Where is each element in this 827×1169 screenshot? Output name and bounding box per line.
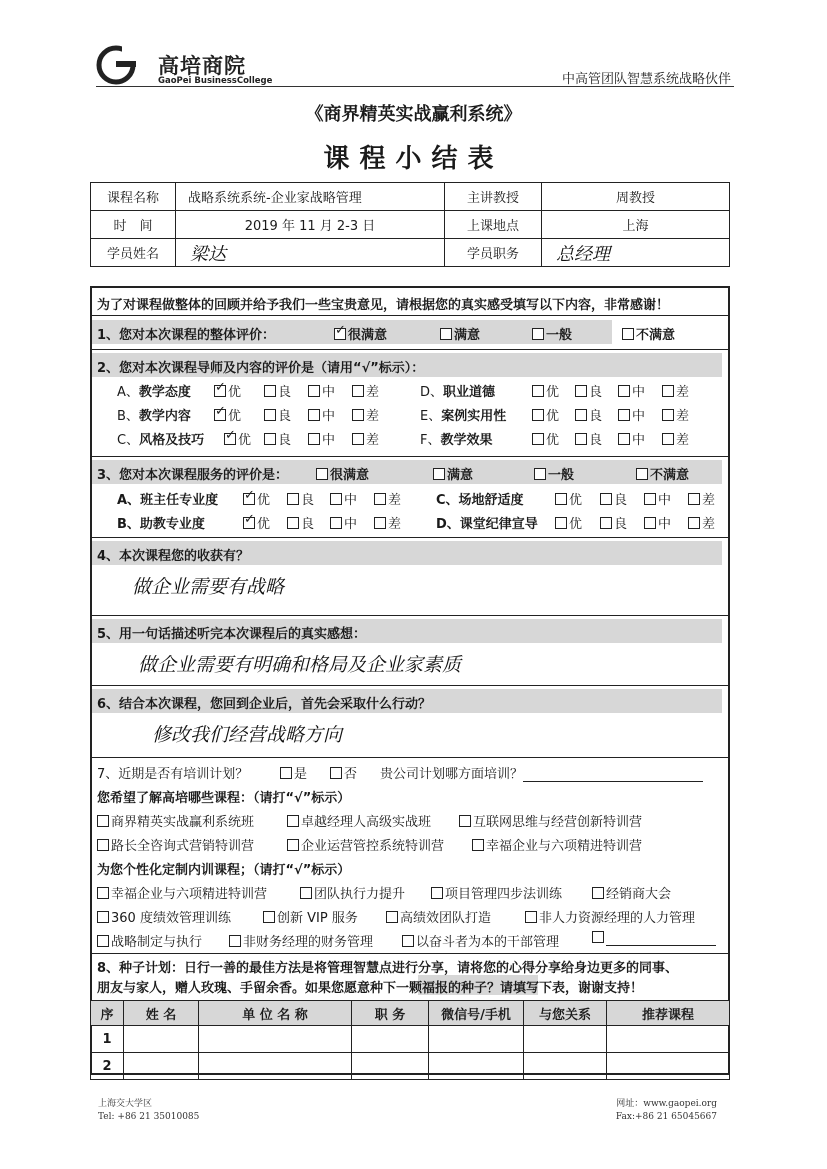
q4-label: 4、本次课程您的收获有？ — [97, 549, 250, 564]
cell-input[interactable] — [124, 1026, 199, 1053]
q2-letter: F、 — [420, 433, 441, 448]
q6-label: 6、结合本次课程，您回到企业后，首先会采取什么行动？ — [97, 697, 432, 712]
grade: 良 — [589, 433, 603, 448]
divider — [90, 537, 730, 538]
q2-f-good-checkbox[interactable] — [575, 433, 587, 445]
divider — [90, 615, 730, 616]
course-option: 卓越经理人高级实战班 — [301, 815, 432, 830]
course-checkbox[interactable] — [97, 839, 109, 851]
grade: 优 — [257, 493, 271, 508]
q1-label: 1、您对本次课程的整体评价： — [97, 328, 276, 343]
grade: 优 — [228, 385, 242, 400]
custom-option: 以奋斗者为本的干部管理 — [416, 935, 560, 950]
place-value: 上海 — [542, 211, 730, 239]
divider — [90, 757, 730, 758]
custom-checkbox[interactable] — [402, 935, 414, 947]
q8-line1: 8、种子计划：日行一善的最佳方法是将管理智慧点进行分享，请将您的心得分享给身边更多的同事、 — [97, 961, 679, 976]
footer-left — [98, 1098, 199, 1124]
footer-tel: Tel: +86 21 35010085 — [98, 1112, 200, 1122]
q3-option-label: 很满意 — [330, 468, 370, 483]
q2-a-excellent-checkbox[interactable] — [214, 385, 226, 397]
q2-c-good-checkbox[interactable] — [264, 433, 276, 445]
custom-other-input[interactable] — [606, 933, 716, 946]
q5-answer[interactable]: 做企业需要有明确和格局及企业家素质 — [138, 654, 462, 676]
q2-label: 2、您对本次课程导师及内容的评价是（请用“√”标示）： — [97, 361, 425, 376]
custom-other-checkbox[interactable] — [592, 931, 604, 943]
seed-table — [90, 1000, 730, 1080]
q3-c-excellent-checkbox[interactable] — [555, 493, 567, 505]
grade: 中 — [322, 433, 336, 448]
cell-input[interactable] — [607, 1026, 730, 1053]
form-title: 课程小结表 — [323, 144, 504, 174]
q7-yes-label: 是 — [294, 767, 308, 782]
grade: 优 — [546, 409, 560, 424]
q3-a-fair-checkbox[interactable] — [330, 493, 342, 505]
q2-letter: C、 — [117, 433, 140, 448]
q3-d-poor-checkbox[interactable] — [688, 517, 700, 529]
q1-unsatisfied-checkbox[interactable] — [622, 328, 634, 340]
q2-a-fair-checkbox[interactable] — [308, 385, 320, 397]
q2-f-poor-checkbox[interactable] — [662, 433, 674, 445]
grade: 差 — [388, 517, 402, 532]
time-label: 时 间 — [91, 211, 176, 239]
custom-option: 非财务经理的财务管理 — [243, 935, 374, 950]
q1-option-label: 很满意 — [348, 328, 388, 343]
custom-option: 高绩效团队打造 — [400, 911, 492, 926]
grade: 差 — [702, 517, 716, 532]
q3-letter: D、 — [436, 517, 460, 532]
custom-checkbox[interactable] — [431, 887, 443, 899]
grade: 优 — [569, 493, 583, 508]
q2-item-name: 职业道德 — [443, 385, 496, 400]
place-label: 上课地点 — [445, 211, 542, 239]
q2-c-poor-checkbox[interactable] — [352, 433, 364, 445]
cell-input[interactable] — [199, 1026, 352, 1053]
q7-plan-question: 贵公司计划哪方面培训？ — [380, 767, 524, 782]
position-label: 学员职务 — [445, 239, 542, 267]
grade: 良 — [278, 433, 292, 448]
table-row — [91, 1053, 730, 1080]
q3-c-poor-checkbox[interactable] — [688, 493, 700, 505]
q2-c-excellent-checkbox[interactable] — [224, 433, 236, 445]
q3-unsatisfied-checkbox[interactable] — [636, 468, 648, 480]
q2-f-fair-checkbox[interactable] — [618, 433, 630, 445]
q2-item-name: 教学态度 — [138, 385, 191, 400]
col-name: 姓 名 — [124, 1001, 199, 1026]
tagline: 中高管团队智慧系统战略伙伴 — [561, 72, 731, 87]
gaopei-logo-icon — [96, 45, 136, 85]
brand-name: 高培商院 — [158, 54, 246, 78]
lecturer-value: 周教授 — [542, 183, 730, 211]
custom-checkbox[interactable] — [97, 887, 109, 899]
q2-item-name: 案例实用性 — [441, 409, 507, 424]
grade: 差 — [676, 385, 690, 400]
row-number: 1 — [91, 1026, 124, 1053]
header-divider — [96, 86, 734, 87]
grade: 中 — [632, 385, 646, 400]
q3-letter: B、 — [117, 517, 140, 532]
q3-very-satisfied-checkbox[interactable] — [316, 468, 328, 480]
q7-yes-checkbox[interactable] — [280, 767, 292, 779]
cell-input[interactable] — [124, 1053, 199, 1080]
grade: 优 — [546, 433, 560, 448]
q2-letter: A、 — [117, 385, 139, 400]
divider — [90, 315, 730, 316]
q3-label: 3、您对本次课程服务的评价是： — [97, 468, 289, 483]
q3-b-good-checkbox[interactable] — [287, 517, 299, 529]
custom-option: 非人力资源经理的人力管理 — [539, 911, 696, 926]
grade: 优 — [569, 517, 583, 532]
q3-letter: C、 — [436, 493, 459, 508]
q2-b-good-checkbox[interactable] — [264, 409, 276, 421]
student-signature[interactable]: 梁达 — [190, 243, 226, 265]
q1-option-label: 满意 — [454, 328, 481, 343]
course-checkbox[interactable] — [287, 815, 299, 827]
grade: 良 — [614, 493, 628, 508]
grade: 差 — [676, 433, 690, 448]
course-label: 课程名称 — [91, 183, 176, 211]
q2-e-fair-checkbox[interactable] — [618, 409, 630, 421]
q2-b-poor-checkbox[interactable] — [352, 409, 364, 421]
grade: 中 — [632, 433, 646, 448]
q3-b-fair-checkbox[interactable] — [330, 517, 342, 529]
grade: 良 — [589, 409, 603, 424]
q3-option-label: 一般 — [548, 468, 575, 483]
divider — [90, 349, 730, 350]
q3-b-excellent-checkbox[interactable] — [243, 517, 255, 529]
q2-c-fair-checkbox[interactable] — [308, 433, 320, 445]
course-option: 幸福企业与六项精进特训营 — [486, 839, 643, 854]
grade: 中 — [658, 493, 672, 508]
custom-label: 为您个性化定制内训课程；（请打“√”标示） — [97, 863, 351, 878]
q3-item-name: 班主任专业度 — [140, 493, 219, 508]
col-recommend: 推荐课程 — [607, 1001, 730, 1026]
q2-e-poor-checkbox[interactable] — [662, 409, 674, 421]
q3-d-good-checkbox[interactable] — [600, 517, 612, 529]
course-checkbox[interactable] — [472, 839, 484, 851]
course-checkbox[interactable] — [459, 815, 471, 827]
col-title: 职 务 — [352, 1001, 429, 1026]
student-label: 学员姓名 — [91, 239, 176, 267]
q3-a-excellent-checkbox[interactable] — [243, 493, 255, 505]
q2-e-excellent-checkbox[interactable] — [532, 409, 544, 421]
q2-e-good-checkbox[interactable] — [575, 409, 587, 421]
footer-web[interactable]: 网址：www.gaopei.org — [616, 1099, 717, 1109]
divider — [90, 953, 730, 954]
custom-option: 战略制定与执行 — [111, 935, 203, 950]
grade: 中 — [344, 493, 358, 508]
q1-satisfied-checkbox[interactable] — [440, 328, 452, 340]
q2-letter: E、 — [420, 409, 442, 424]
q1-option-label: 一般 — [546, 328, 573, 343]
q2-d-excellent-checkbox[interactable] — [532, 385, 544, 397]
footer-right — [616, 1098, 717, 1124]
grade: 良 — [301, 493, 315, 508]
q3-option-label: 满意 — [447, 468, 474, 483]
grade: 优 — [257, 517, 271, 532]
q3-option-label: 不满意 — [650, 468, 690, 483]
table-row — [91, 1026, 730, 1053]
q2-d-good-checkbox[interactable] — [575, 385, 587, 397]
custom-option: 项目管理四步法训练 — [445, 887, 563, 902]
cell-input[interactable] — [352, 1053, 429, 1080]
q2-d-fair-checkbox[interactable] — [618, 385, 630, 397]
q2-a-poor-checkbox[interactable] — [352, 385, 364, 397]
q4-answer[interactable]: 做企业需要有战略 — [132, 576, 285, 598]
q3-average-checkbox[interactable] — [534, 468, 546, 480]
custom-option: 创新 VIP 服务 — [277, 911, 358, 926]
grade: 中 — [658, 517, 672, 532]
grade: 中 — [322, 409, 336, 424]
q1-very-satisfied-checkbox[interactable] — [334, 328, 346, 340]
divider — [90, 685, 730, 686]
q3-c-fair-checkbox[interactable] — [644, 493, 656, 505]
q7-label: 7、近期是否有培训计划？ — [97, 767, 249, 782]
custom-checkbox[interactable] — [229, 935, 241, 947]
footer-fax: Fax:+86 21 65045667 — [615, 1112, 717, 1122]
grade: 差 — [366, 409, 380, 424]
grade: 差 — [676, 409, 690, 424]
q3-b-poor-checkbox[interactable] — [374, 517, 386, 529]
q2-b-fair-checkbox[interactable] — [308, 409, 320, 421]
footer-address: 上海交大学区 — [98, 1099, 153, 1109]
q5-label: 5、用一句话描述听完本次课程后的真实感想： — [97, 627, 367, 642]
position-handwritten[interactable]: 总经理 — [556, 243, 610, 265]
custom-option: 幸福企业与六项精进特训营 — [111, 887, 268, 902]
grade: 中 — [344, 517, 358, 532]
grade: 良 — [278, 409, 292, 424]
q2-a-good-checkbox[interactable] — [264, 385, 276, 397]
custom-option: 团队执行力提升 — [314, 887, 406, 902]
q3-a-good-checkbox[interactable] — [287, 493, 299, 505]
brand-english: GaoPei BusinessCollege — [158, 76, 273, 86]
lecturer-label: 主讲教授 — [445, 183, 542, 211]
q3-c-good-checkbox[interactable] — [600, 493, 612, 505]
cell-input[interactable] — [429, 1026, 524, 1053]
custom-option: 360 度绩效管理训练 — [111, 911, 231, 926]
q1-option-label: 不满意 — [636, 328, 676, 343]
custom-checkbox[interactable] — [525, 911, 537, 923]
custom-checkbox[interactable] — [263, 911, 275, 923]
q3-letter: A、 — [117, 493, 141, 508]
q2-item-name: 教学内容 — [138, 409, 191, 424]
q2-b-excellent-checkbox[interactable] — [214, 409, 226, 421]
q2-letter: D、 — [420, 385, 444, 400]
col-no: 序 — [91, 1001, 124, 1026]
custom-checkbox[interactable] — [592, 887, 604, 899]
q2-item-name: 教学效果 — [440, 433, 493, 448]
q3-satisfied-checkbox[interactable] — [433, 468, 445, 480]
q3-d-excellent-checkbox[interactable] — [555, 517, 567, 529]
grade: 良 — [301, 517, 315, 532]
q6-answer[interactable]: 修改我们经营战略方向 — [152, 724, 343, 746]
q2-f-excellent-checkbox[interactable] — [532, 433, 544, 445]
course-option: 商界精英实战赢利系统班 — [111, 815, 255, 830]
course-option: 路长全咨询式营销特训营 — [111, 839, 255, 854]
course-option: 互联网思维与经营创新特训营 — [473, 815, 643, 830]
q7-no-label: 否 — [344, 767, 358, 782]
grade: 良 — [278, 385, 292, 400]
cell-input[interactable] — [524, 1053, 607, 1080]
q3-d-fair-checkbox[interactable] — [644, 517, 656, 529]
custom-checkbox[interactable] — [300, 887, 312, 899]
q1-average-checkbox[interactable] — [532, 328, 544, 340]
grade: 中 — [322, 385, 336, 400]
grade: 中 — [632, 409, 646, 424]
custom-checkbox[interactable] — [97, 935, 109, 947]
q2-d-poor-checkbox[interactable] — [662, 385, 674, 397]
course-checkbox[interactable] — [287, 839, 299, 851]
time-value: 2019 年 11 月 2-3 日 — [176, 211, 445, 239]
row-number: 2 — [91, 1053, 124, 1080]
col-company: 单 位 名 称 — [199, 1001, 352, 1026]
q2-letter: B、 — [117, 409, 139, 424]
divider — [90, 456, 730, 457]
cell-input[interactable] — [524, 1026, 607, 1053]
course-checkbox[interactable] — [97, 815, 109, 827]
series-title: 《商界精英实战赢利系统》 — [305, 104, 522, 125]
course-info-table — [90, 182, 730, 267]
grade: 良 — [589, 385, 603, 400]
q3-item-name: 课堂纪律宣导 — [459, 517, 538, 532]
q2-item-name: 风格及技巧 — [139, 433, 205, 448]
q3-item-name: 场地舒适度 — [458, 493, 524, 508]
cell-input[interactable] — [429, 1053, 524, 1080]
col-wechat: 微信号/手机 — [429, 1001, 524, 1026]
custom-option: 经销商大会 — [606, 887, 672, 902]
cell-input[interactable] — [607, 1053, 730, 1080]
custom-checkbox[interactable] — [386, 911, 398, 923]
cell-input[interactable] — [199, 1053, 352, 1080]
course-value: 战略系统系统-企业家战略管理 — [176, 183, 445, 211]
custom-checkbox[interactable] — [97, 911, 109, 923]
courses-label: 您希望了解高培哪些课程：（请打“√”标示） — [97, 791, 351, 806]
grade: 优 — [238, 433, 252, 448]
grade: 优 — [546, 385, 560, 400]
col-relation: 与您关系 — [524, 1001, 607, 1026]
q3-item-name: 助教专业度 — [139, 517, 205, 532]
cell-input[interactable] — [352, 1026, 429, 1053]
grade: 差 — [388, 493, 402, 508]
q7-plan-input[interactable] — [523, 767, 703, 782]
grade: 良 — [614, 517, 628, 532]
q7-no-checkbox[interactable] — [330, 767, 342, 779]
grade: 差 — [366, 385, 380, 400]
q8-line2: 朋友与家人，赠人玫瑰、手留余香。如果您愿意种下一颗福报的种子？请填写下表，谢谢支持！ — [97, 981, 644, 996]
q3-a-poor-checkbox[interactable] — [374, 493, 386, 505]
grade: 差 — [702, 493, 716, 508]
grade: 差 — [366, 433, 380, 448]
grade: 优 — [228, 409, 242, 424]
course-option: 企业运营管控系统特训营 — [301, 839, 445, 854]
intro-text: 为了对课程做整体的回顾并给予我们一些宝贵意见，请根据您的真实感受填写以下内容，非常感谢！ — [97, 298, 670, 313]
